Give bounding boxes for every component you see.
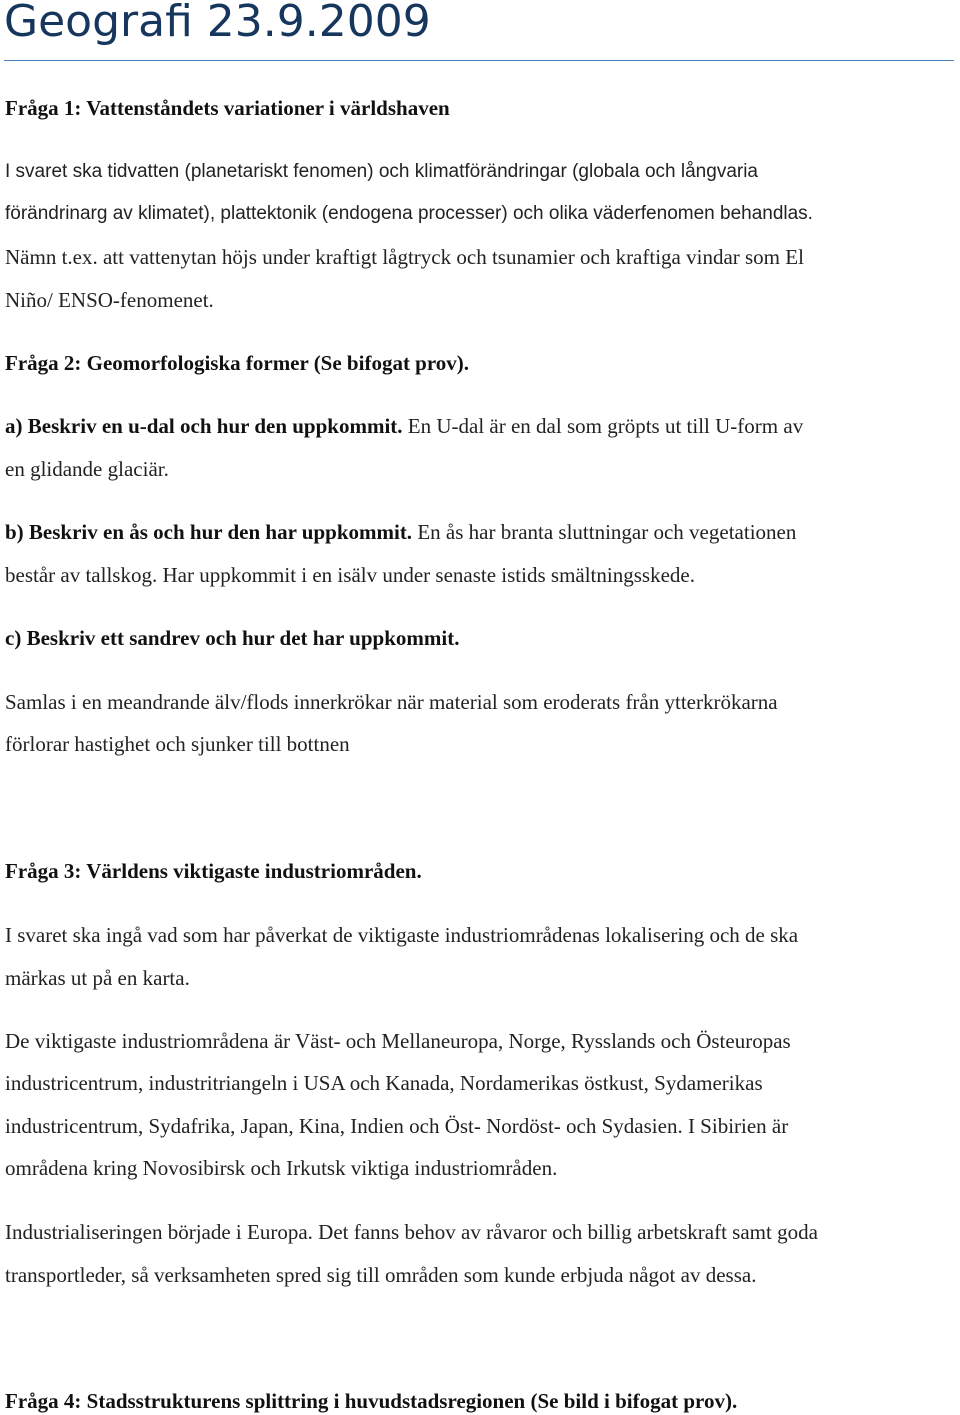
q1-text-line: Nämn t.ex. att vattenytan höjs under kraftigt lågtryck och tsunamier och kraftiga vindar som El [5,245,804,269]
q2c-answer-line: förlorar hastighet och sjunker till bottnen [5,732,350,756]
q2c-answer-line: Samlas i en meandrande älv/flods innerkrökar när material som eroderats från ytterkrökarna [5,690,778,714]
q3-answer-line: industricentrum, Sydafrika, Japan, Kina, Indien och Öst- Nordöst- och Sydasien. I Sibirien är [5,1114,789,1138]
q2b-answer: En ås har branta sluttningar och vegetationen [412,520,797,544]
q2a-question: a) Beskriv en u-dal och hur den uppkommit. [5,414,403,438]
q1-heading: Fråga 1: Vattenståndets variationer i världshaven [5,96,450,120]
page-title: Geografi 23.9.2009 [4,0,431,47]
q2b-paragraph [5,518,796,546]
q3-heading: Fråga 3: Världens viktigaste industriområden. [5,859,422,883]
q2c-question: c) Beskriv ett sandrev och hur det har uppkommit. [5,626,460,650]
q3-answer-line: De viktigaste industriområdena är Väst- och Mellaneuropa, Norge, Rysslands och Östeuropas [5,1029,791,1053]
title-underline [4,60,954,61]
q4-heading: Fråga 4: Stadsstrukturens splittring i huvudstadsregionen (Se bild i bifogat prov). [5,1389,738,1413]
q2a-answer: En U-dal är en dal som gröpts ut till U-form av [402,414,804,438]
q2a-answer-line: en glidande glaciär. [5,457,169,481]
q3-history-line: transportleder, så verksamheten spred sig till områden som kunde erbjuda något av dessa. [5,1263,757,1287]
q2-heading: Fråga 2: Geomorfologiska former (Se bifogat prov). [5,351,470,375]
q3-answer-line: industricentrum, industritriangeln i USA och Kanada, Nordamerikas östkust, Sydamerikas [5,1071,763,1095]
q2b-question: b) Beskriv en ås och hur den har uppkommit. [5,520,413,544]
q3-history-line: Industrialiseringen började i Europa. Det fanns behov av råvaror och billig arbetskraft samt goda [5,1220,818,1244]
q2b-answer-line: består av tallskog. Har uppkommit i en isälv under senaste istids smältningsskede. [5,563,695,587]
q3-intro-line: märkas ut på en karta. [5,966,190,990]
q2a-paragraph [5,412,803,440]
q3-intro-line: I svaret ska ingå vad som har påverkat de viktigaste industriområdenas lokalisering och de ska [5,923,799,947]
q1-text-line: I svaret ska tidvatten (planetariskt fenomen) och klimatförändringar (globala och långvaria [5,161,758,182]
q1-text-line: Niño/ ENSO-fenomenet. [5,288,214,312]
q3-answer-line: områdena kring Novosibirsk och Irkutsk viktiga industriområden. [5,1156,558,1180]
q1-text-line: förändrinarg av klimatet), plattektonik (endogena processer) och olika väderfenomen behandlas. [5,203,813,224]
